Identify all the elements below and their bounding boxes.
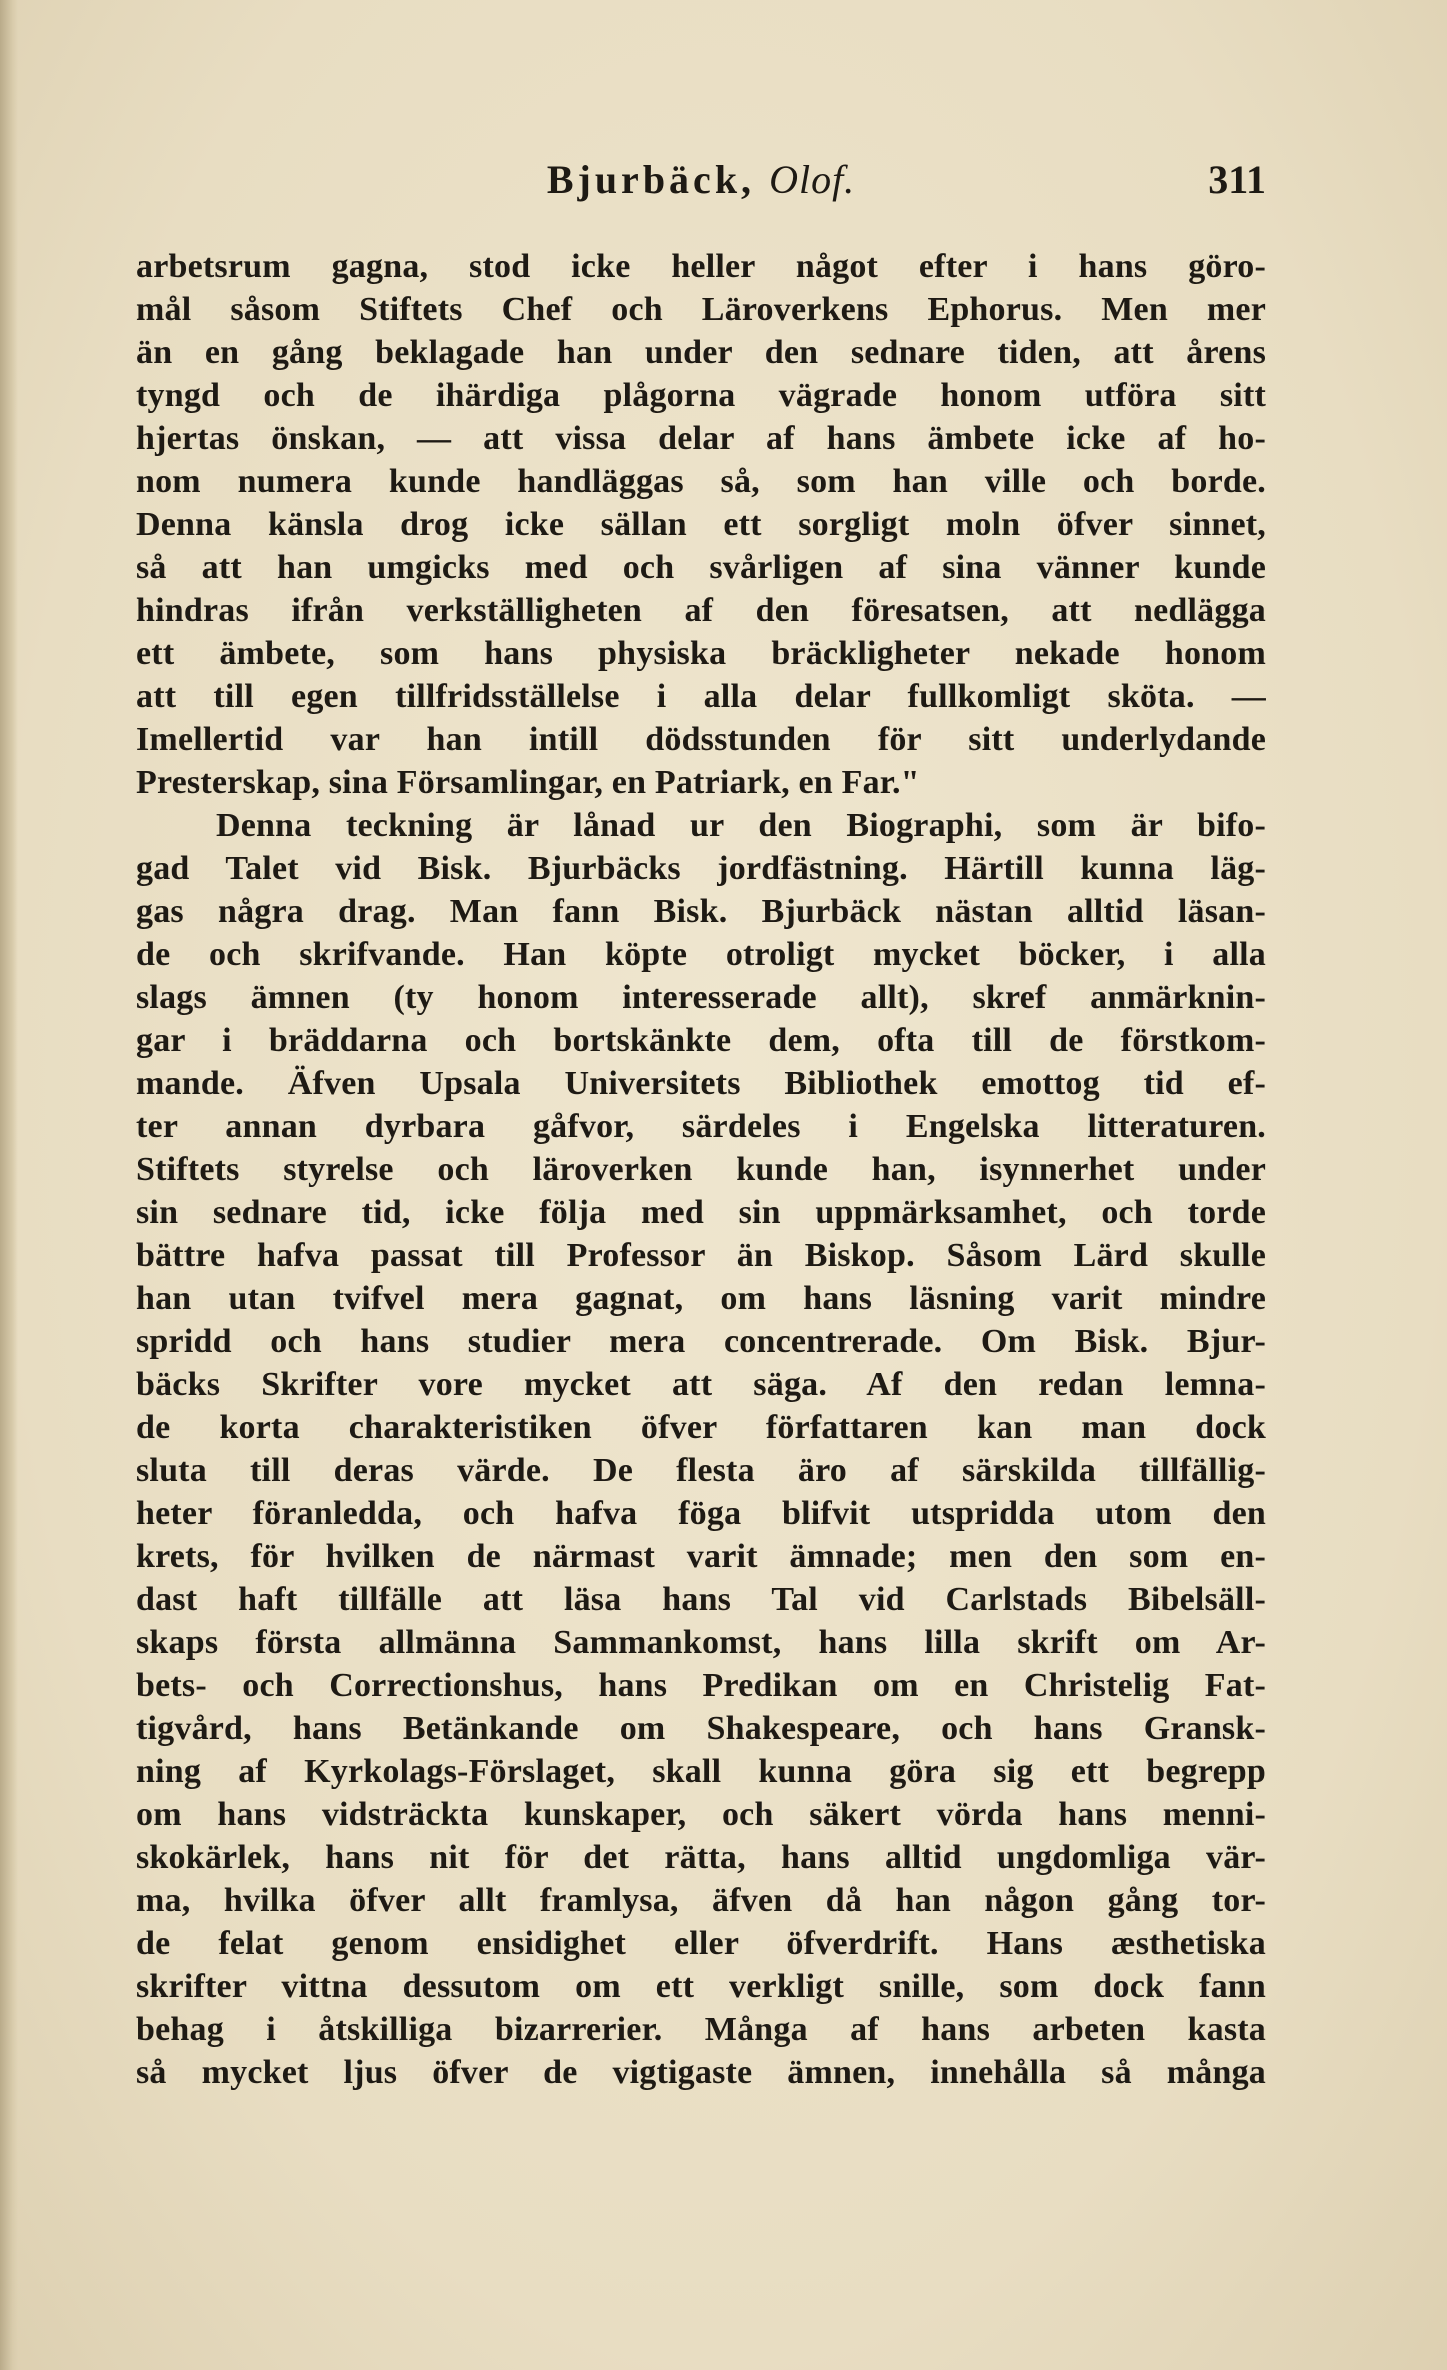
text-line: heter föranledda, och hafva föga blifvit utspridda utom den [136,1495,1266,1532]
text-line: bättre hafva passat till Professor än Biskop. Såsom Lärd skulle [136,1237,1266,1274]
text-line: de och skrifvande. Han köpte otroligt mycket böcker, i alla [136,936,1266,973]
text-line: gar i bräddarna och bortskänkte dem, ofta till de förstkom- [136,1022,1266,1059]
text-line: de felat genom ensidighet eller öfverdrift. Hans æsthetiska [136,1925,1266,1962]
text-line: bets- och Correctionshus, hans Predikan om en Christelig Fat- [136,1667,1266,1704]
text-line: så att han umgicks med och svårligen af sina vänner kunde [136,549,1266,586]
text-line: än en gång beklagade han under den sednare tiden, att årens [136,334,1266,371]
text-line: Stiftets styrelse och läroverken kunde han, isynnerhet under [136,1151,1266,1188]
text-line: att till egen tillfridsställelse i alla delar fullkomligt sköta. — [136,678,1266,715]
text-line: mål såsom Stiftets Chef och Läroverkens Ephorus. Men mer [136,291,1266,328]
text-line: ter annan dyrbara gåfvor, särdeles i Engelska litteraturen. [136,1108,1266,1145]
text-line: spridd och hans studier mera concentrerade. Om Bisk. Bjur- [136,1323,1266,1360]
text-line: Presterskap, sina Församlingar, en Patriark, en Far." [136,764,920,801]
text-line: så mycket ljus öfver de vigtigaste ämnen, innehålla så många [136,2054,1266,2091]
text-line: om hans vidsträckta kunskaper, och säkert vörda hans menni- [136,1796,1266,1833]
text-line: skrifter vittna dessutom om ett verkligt snille, som dock fann [136,1968,1266,2005]
text-line: behag i åtskilliga bizarrerier. Många af hans arbeten kasta [136,2011,1266,2048]
text-line: slags ämnen (ty honom interesserade allt), skref anmärknin- [136,979,1266,1016]
page-gutter-shadow [0,0,18,2370]
running-head [136,156,1266,203]
text-line: Imellertid var han intill dödsstunden för sitt underlydande [136,721,1266,758]
text-line: arbetsrum gagna, stod icke heller något efter i hans göro- [136,248,1266,285]
text-line: tigvård, hans Betänkande om Shakespeare, och hans Gransk- [136,1710,1266,1747]
text-line: han utan tvifvel mera gagnat, om hans läsning varit mindre [136,1280,1266,1317]
text-line: hindras ifrån verkställigheten af den föresatsen, att nedlägga [136,592,1266,629]
text-line: skaps första allmänna Sammankomst, hans lilla skrift om Ar- [136,1624,1266,1661]
text-line: dast haft tillfälle att läsa hans Tal vid Carlstads Bibelsäll- [136,1581,1266,1618]
text-line: tyngd och de ihärdiga plågorna vägrade honom utföra sitt [136,377,1266,414]
running-head-given-name: Olof. [769,157,856,202]
page-number: 311 [1208,157,1266,202]
text-line: gas några drag. Man fann Bisk. Bjurbäck nästan alltid läsan- [136,893,1266,930]
text-line: skokärlek, hans nit för det rätta, hans alltid ungdomliga vär- [136,1839,1266,1876]
text-line: sin sednare tid, icke följa med sin uppmärksamhet, och torde [136,1194,1266,1231]
text-line: bäcks Skrifter vore mycket att säga. Af den redan lemna- [136,1366,1266,1403]
text-line: mande. Äfven Upsala Universitets Bibliothek emottog tid ef- [136,1065,1266,1102]
running-head-name: Bjurbäck, [546,157,756,202]
text-line: krets, för hvilken de närmast varit ämnade; men den som en- [136,1538,1266,1575]
text-line: hjertas önskan, — att vissa delar af hans ämbete icke af ho- [136,420,1266,457]
text-line: Denna känsla drog icke sällan ett sorgligt moln öfver sinnet, [136,506,1266,543]
text-line: ning af Kyrkolags-Förslaget, skall kunna göra sig ett begrepp [136,1753,1266,1790]
page-header [136,156,1266,206]
text-line: gad Talet vid Bisk. Bjurbäcks jordfästning. Härtill kunna läg- [136,850,1266,887]
text-line: de korta charakteristiken öfver författaren kan man dock [136,1409,1266,1446]
text-line: Denna teckning är lånad ur den Biographi, som är bifo- [216,807,1266,844]
text-line: sluta till deras värde. De flesta äro af särskilda tillfällig- [136,1452,1266,1489]
text-line: ma, hvilka öfver allt framlysa, äfven då han någon gång tor- [136,1882,1266,1919]
text-line: ett ämbete, som hans physiska bräckligheter nekade honom [136,635,1266,672]
body-text [136,245,1266,2094]
text-line: nom numera kunde handläggas så, som han ville och borde. [136,463,1266,500]
